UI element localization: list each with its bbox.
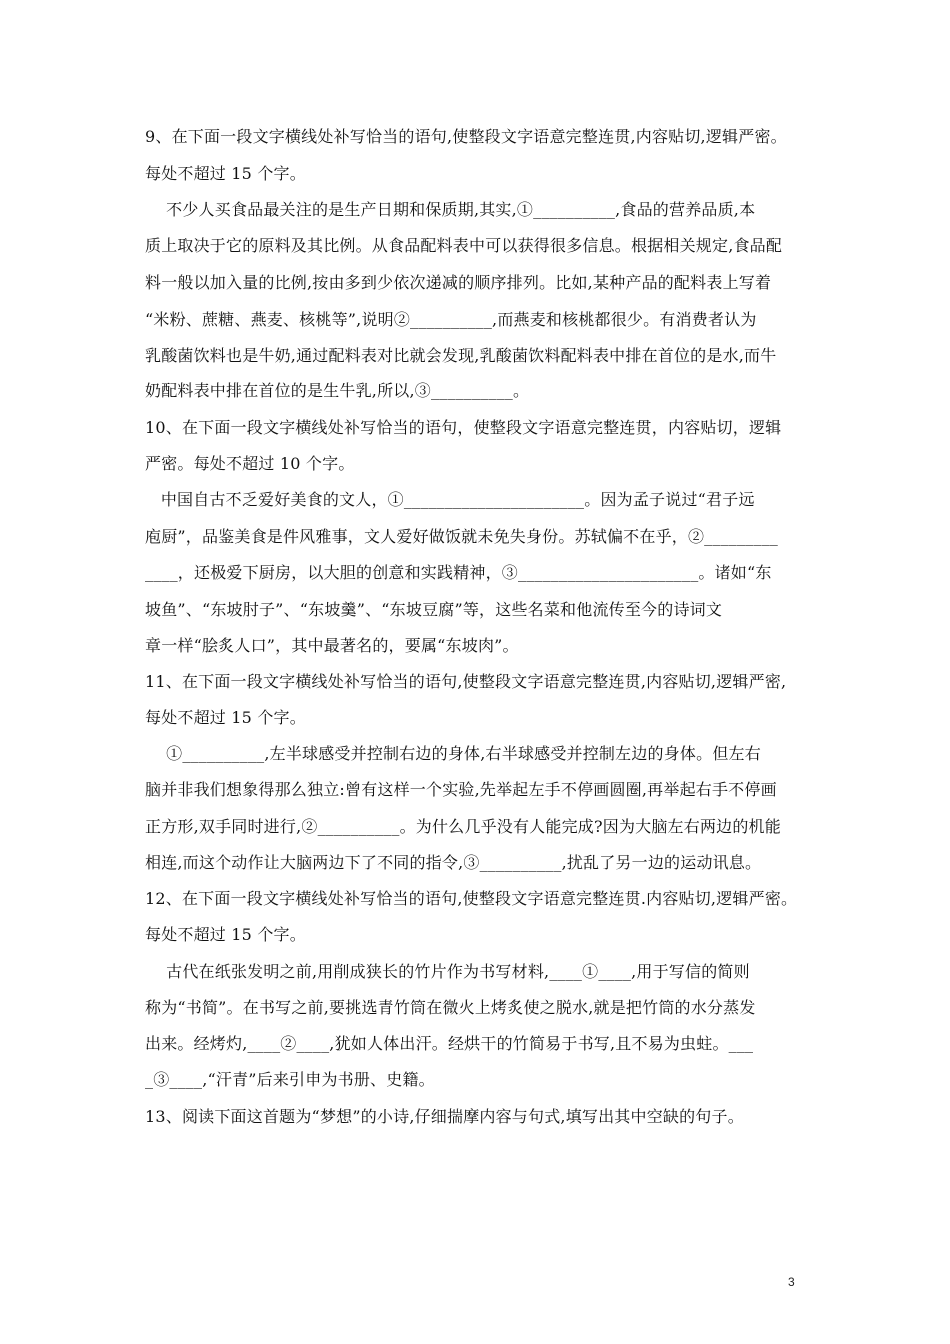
question-9-prompt-line-2: 每处不超过 15 个字。	[145, 164, 306, 183]
question-9-passage-line-3: 料一般以加入量的比例,按由多到少依次递减的顺序排列。比如,某种产品的配料表上写着	[145, 273, 772, 292]
question-10-passage-line-2: 庖厨”，品鉴美食是件风雅事，文人爱好做饭就未免失身份。苏轼偏不在乎，②_________	[145, 527, 778, 546]
question-11-prompt-line-2: 每处不超过 15 个字。	[145, 708, 306, 727]
question-11-passage-line-1: ①__________,左半球感受并控制右边的身体,右半球感受并控制左边的身体。但左右	[145, 744, 761, 763]
question-10-passage-line-1: 中国自古不乏爱好美食的文人，①______________________。因为孟子说过“君子远	[145, 490, 755, 509]
question-10-passage-line-3: ____，还极爱下厨房，以大胆的创意和实践精神，③______________________。诸如“东	[145, 563, 772, 582]
question-9-prompt-line-1: 9、在下面一段文字横线处补写恰当的语句,使整段文字语意完整连贯,内容贴切,逻辑严密。	[145, 127, 787, 146]
question-12-prompt-line-2: 每处不超过 15 个字。	[145, 925, 306, 944]
question-12-passage-line-1: 古代在纸张发明之前,用削成狭长的竹片作为书写材料,____①____,用于写信的简则	[145, 962, 750, 981]
question-9-passage-line-5: 乳酸菌饮料也是牛奶,通过配料表对比就会发现,乳酸菌饮料配料表中排在首位的是水,而牛	[145, 346, 777, 365]
page-number: 3	[788, 1275, 795, 1289]
question-12-passage-line-2: 称为“书简”。在书写之前,要挑选青竹筒在微火上烤炙使之脱水,就是把竹筒的水分蒸发	[145, 998, 756, 1017]
question-10-prompt-line-1: 10、在下面一段文字横线处补写恰当的语句，使整段文字语意完整连贯，内容贴切，逻辑	[145, 418, 782, 437]
question-11-passage-line-3: 正方形,双手同时进行,②__________。为什么几乎没有人能完成?因为大脑左右两边的机能	[145, 817, 781, 836]
question-9-passage-line-2: 质上取决于它的原料及其比例。从食品配料表中可以获得很多信息。根据相关规定,食品配	[145, 236, 783, 255]
question-9-passage-line-1: 不少人买食品最关注的是生产日期和保质期,其实,①__________,食品的营养品质,本	[145, 200, 756, 219]
question-12-prompt-line-1: 12、在下面一段文字横线处补写恰当的语句,使整段文字语意完整连贯.内容贴切,逻辑严密。	[145, 889, 798, 908]
question-11-passage-line-4: 相连,而这个动作让大脑两边下了不同的指令,③__________,扰乱了另一边的运动讯息。	[145, 853, 762, 872]
question-13-prompt-line-1: 13、阅读下面这首题为“梦想”的小诗,仔细揣摩内容与句式,填写出其中空缺的句子。	[145, 1107, 744, 1126]
question-11-passage-line-2: 脑并非我们想象得那么独立:曾有这样一个实验,先举起左手不停画圆圈,再举起右手不停画	[145, 780, 777, 799]
question-10-prompt-line-2: 严密。每处不超过 10 个字。	[145, 454, 355, 473]
question-9-passage-line-4: “米粉、蔗糖、燕麦、核桃等”,说明②__________,而燕麦和核桃都很少。有消费者认为	[145, 310, 757, 329]
question-9-passage-line-6: 奶配料表中排在首位的是生牛乳,所以,③__________。	[145, 381, 530, 400]
question-11-prompt-line-1: 11、在下面一段文字横线处补写恰当的语句,使整段文字语意完整连贯,内容贴切,逻辑严密,	[145, 672, 787, 691]
question-10-passage-line-4: 坡鱼”、“东坡肘子”、“东坡羹”、“东坡豆腐”等，这些名菜和他流传至今的诗词文	[145, 600, 723, 619]
question-10-passage-line-5: 章一样“脍炙人口”，其中最著名的，要属“东坡肉”。	[145, 636, 519, 655]
question-12-passage-line-4: _③____,“汗青”后来引申为书册、史籍。	[145, 1070, 435, 1089]
question-12-passage-line-3: 出来。经烤灼,____②____,犹如人体出汗。经烘干的竹简易于书写,且不易为虫蛀。___	[145, 1034, 754, 1053]
